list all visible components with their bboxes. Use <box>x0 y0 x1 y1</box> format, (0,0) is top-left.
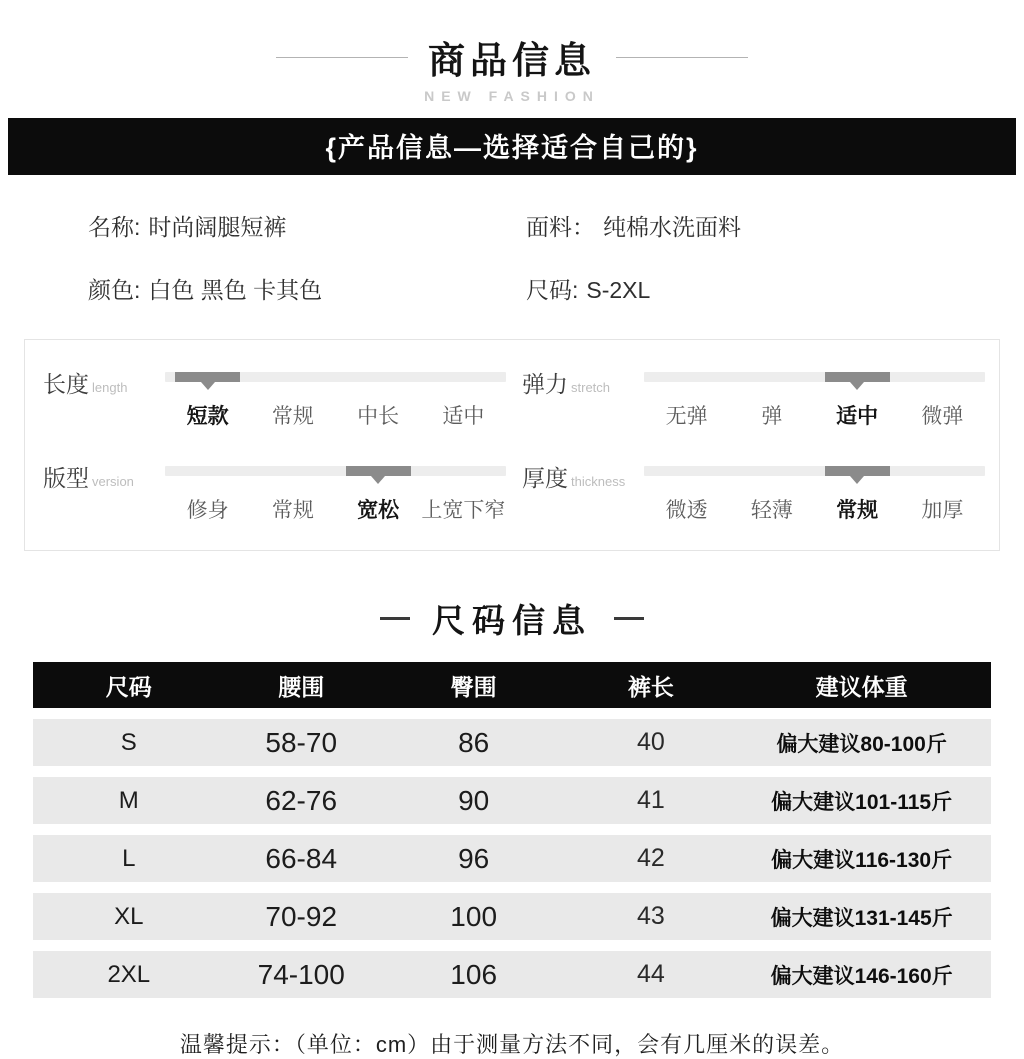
table-cell: M <box>118 786 139 814</box>
detail-label: 颜色: <box>88 277 141 303</box>
column-header: 裤长 <box>627 673 674 700</box>
size-section-title: 尺码信息 <box>432 602 592 639</box>
attribute-slider <box>644 372 985 430</box>
slider-selected-segment <box>825 466 890 476</box>
table-cell: 偏大建议131-145斤 <box>770 906 953 930</box>
table-cell: 74-100 <box>257 958 345 990</box>
slider-option: 常规 <box>836 499 879 522</box>
slider-option: 宽松 <box>357 499 400 522</box>
detail-label: 面料： <box>526 214 595 240</box>
page-header <box>0 0 1024 84</box>
attribute-version <box>35 466 514 524</box>
slider-track <box>165 466 506 476</box>
slider-option: 修身 <box>186 499 229 522</box>
attribute-label: 弹力 stretch <box>522 371 611 397</box>
title-decor-line-right <box>616 57 748 58</box>
table-cell: 偏大建议116-130斤 <box>771 848 953 872</box>
table-cell: 偏大建议146-160斤 <box>770 964 953 988</box>
section-banner: {产品信息—选择适合自己的} <box>8 118 1016 175</box>
slider-option: 无弹 <box>665 405 708 428</box>
column-header: 建议体重 <box>815 673 908 700</box>
attribute-stretch <box>514 372 993 430</box>
table-cell: 44 <box>636 960 665 988</box>
table-cell: 86 <box>458 726 490 758</box>
table-row <box>33 719 991 766</box>
detail-item-2 <box>88 272 526 305</box>
attribute-length <box>35 372 514 430</box>
size-table <box>33 662 991 998</box>
slider-options <box>165 400 506 430</box>
table-cell: 66-84 <box>265 842 338 874</box>
detail-item-1 <box>526 209 964 242</box>
slider-track <box>165 372 506 382</box>
slider-selected-segment <box>825 372 890 382</box>
table-cell: 43 <box>636 902 665 930</box>
table-cell: 70-92 <box>265 900 338 932</box>
size-title-dash-right <box>614 617 644 620</box>
table-cell: 100 <box>450 900 498 932</box>
slider-option: 中长 <box>357 405 400 428</box>
table-cell: 偏大建议80-100斤 <box>776 732 947 756</box>
attribute-label-en: stretch <box>571 380 611 395</box>
attribute-slider <box>165 372 506 430</box>
table-cell: 42 <box>636 844 665 872</box>
table-cell: 偏大建议101-115斤 <box>771 790 953 814</box>
slider-options <box>165 494 506 524</box>
column-header: 尺码 <box>105 673 152 700</box>
slider-option: 上宽下窄 <box>421 499 506 522</box>
table-row <box>33 777 991 824</box>
detail-value: 时尚阔腿短裤 <box>148 214 287 240</box>
attribute-label-en: length <box>92 380 128 395</box>
column-header: 腰围 <box>278 673 325 700</box>
slider-option: 适中 <box>442 405 485 428</box>
table-cell: XL <box>114 902 144 930</box>
attribute-thickness <box>514 466 993 524</box>
attribute-label: 版型 version <box>43 465 134 491</box>
table-cell: 62-76 <box>265 784 338 816</box>
size-section-header <box>0 595 1024 642</box>
slider-selected-segment <box>175 372 240 382</box>
table-cell: S <box>120 728 137 756</box>
slider-pointer-icon <box>371 476 385 484</box>
size-table-header <box>33 662 991 708</box>
slider-pointer-icon <box>850 382 864 390</box>
table-cell: L <box>122 844 136 872</box>
slider-option: 常规 <box>271 499 314 522</box>
attribute-label-en: version <box>92 474 134 489</box>
slider-option: 轻薄 <box>750 499 793 522</box>
table-cell: 58-70 <box>265 726 338 758</box>
page-title: 商品信息 <box>428 40 596 81</box>
slider-option: 微透 <box>665 499 708 522</box>
size-table-body <box>33 719 991 998</box>
slider-option: 常规 <box>271 405 314 428</box>
slider-option: 弹 <box>761 405 783 428</box>
slider-pointer-icon <box>201 382 215 390</box>
table-cell: 96 <box>458 842 490 874</box>
slider-option: 微弹 <box>921 405 964 428</box>
slider-options <box>644 494 985 524</box>
measurement-note: 温馨提示：（单位：cm）由于测量方法不同，会有几厘米的误差。 <box>179 1032 845 1057</box>
table-row <box>33 835 991 882</box>
table-cell: 41 <box>636 786 665 814</box>
slider-option: 加厚 <box>921 499 964 522</box>
detail-value: S-2XL <box>586 277 651 303</box>
attribute-slider <box>644 466 985 524</box>
slider-pointer-icon <box>850 476 864 484</box>
slider-track <box>644 372 985 382</box>
title-decor-line-left <box>276 57 408 58</box>
table-cell: 40 <box>636 728 665 756</box>
table-row <box>33 951 991 998</box>
size-title-dash-left <box>380 617 410 620</box>
detail-label: 尺码: <box>526 277 579 303</box>
detail-item-0 <box>88 209 526 242</box>
attribute-label: 厚度 thickness <box>522 465 626 491</box>
table-cell: 90 <box>458 784 490 816</box>
page-subtitle: NEW FASHION <box>424 88 600 104</box>
product-details <box>0 175 1024 305</box>
table-cell: 106 <box>450 958 498 990</box>
detail-item-3 <box>526 272 964 305</box>
slider-track <box>644 466 985 476</box>
slider-options <box>644 400 985 430</box>
attribute-label: 长度 length <box>43 371 128 397</box>
attribute-label-en: thickness <box>571 474 626 489</box>
slider-option: 短款 <box>186 405 229 428</box>
attribute-sliders-box <box>24 339 1000 551</box>
detail-value: 白色 黑色 卡其色 <box>148 277 323 303</box>
attribute-slider <box>165 466 506 524</box>
table-cell: 2XL <box>107 960 151 988</box>
slider-selected-segment <box>346 466 411 476</box>
detail-label: 名称: <box>88 214 141 240</box>
table-row <box>33 893 991 940</box>
detail-value: 纯棉水洗面料 <box>603 214 741 240</box>
column-header: 臀围 <box>450 673 497 700</box>
slider-option: 适中 <box>836 405 879 428</box>
